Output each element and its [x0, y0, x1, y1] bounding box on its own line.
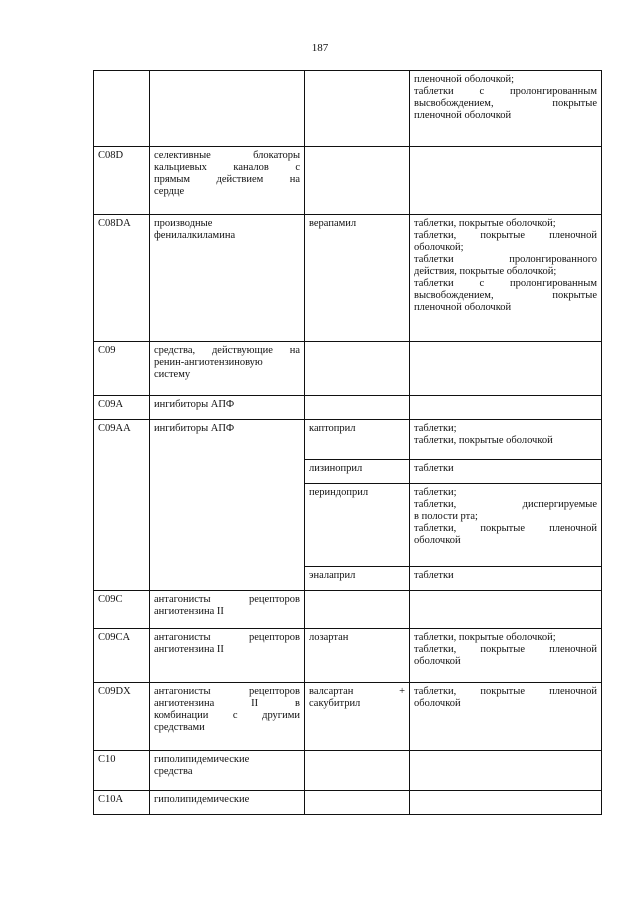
group-line: ренин-ангиотензиновую: [154, 357, 263, 368]
dosage-form-line: таблетки пролонгированного: [414, 254, 597, 265]
group-line: средствами: [154, 722, 205, 733]
dosage-form-line: таблетки с пролонгированным: [414, 86, 597, 97]
table-row: [94, 396, 602, 420]
group-line: средства: [154, 766, 193, 777]
drug-cell: [305, 683, 410, 751]
atc-code-cell: C09C: [94, 591, 150, 629]
table-row: [94, 751, 602, 791]
dosage-form-line: действия, покрытые оболочкой;: [414, 266, 557, 277]
dosage-form-line: пленочной оболочкой: [414, 302, 512, 313]
atc-code-cell: C09AA: [94, 420, 150, 591]
group-cell: [150, 683, 305, 751]
dosage-form-line: оболочкой: [414, 698, 461, 709]
table-row: [94, 629, 602, 683]
drug-cell: [305, 591, 410, 629]
drug-cell: эналаприл: [305, 567, 410, 591]
dosage-form-cell: [410, 751, 602, 791]
table-row: [94, 591, 602, 629]
atc-code-cell: C09CA: [94, 629, 150, 683]
drug-name: валсартан: [309, 686, 354, 697]
group-line: антагонисты рецепторов: [154, 594, 300, 605]
group-line: фенилалкиламина: [154, 230, 236, 241]
group-line: ангиотензина II в: [154, 698, 300, 709]
dosage-form-line: таблетки, диспергируемые: [414, 499, 597, 510]
atc-code-cell: C08DA: [94, 215, 150, 342]
table-row: [94, 420, 602, 460]
group-line: антагонисты рецепторов: [154, 632, 300, 643]
dosage-form-line: таблетки с пролонгированным: [414, 278, 597, 289]
dosage-form-line: пленочной оболочкой: [414, 110, 512, 121]
dosage-form-line: таблетки, покрытые оболочкой;: [414, 218, 556, 229]
dosage-form-line: оболочкой;: [414, 242, 464, 253]
dosage-form-line: оболочкой: [414, 535, 461, 546]
group-line: систему: [154, 369, 191, 380]
table-row: [94, 215, 602, 342]
drug-cell: [305, 71, 410, 147]
group-line: прямым действием на: [154, 174, 300, 185]
dosage-form-line: таблетки: [414, 463, 454, 474]
dosage-form-line: таблетки, покрытые пленочной: [414, 686, 597, 697]
atc-code-cell: C09DX: [94, 683, 150, 751]
dosage-form-line: таблетки;: [414, 487, 457, 498]
group-line: сердце: [154, 186, 185, 197]
group-line: кальциевых каналов с: [154, 162, 300, 173]
group-cell: [150, 215, 305, 342]
dosage-form-line: таблетки, покрытые оболочкой;: [414, 632, 556, 643]
dosage-form-line: таблетки, покрытые пленочной: [414, 523, 597, 534]
dosage-form-line: таблетки, покрытые оболочкой: [414, 435, 553, 446]
table-row: [94, 147, 602, 215]
dosage-form-line: высвобождением, покрытые: [414, 290, 597, 301]
dosage-form-cell: [410, 683, 602, 751]
atc-code-cell: C10: [94, 751, 150, 791]
dosage-form-cell: [410, 567, 602, 591]
table-row: [94, 71, 602, 147]
dosage-form-cell: [410, 71, 602, 147]
dosage-form-cell: [410, 215, 602, 342]
group-line: средства, действующие на: [154, 345, 300, 356]
group-line: ингибиторы АПФ: [154, 423, 235, 434]
group-cell: [150, 791, 305, 815]
atc-code-cell: C08D: [94, 147, 150, 215]
group-line: производные: [154, 218, 213, 229]
table-row: [94, 342, 602, 396]
group-line: ангиотензина II: [154, 644, 224, 655]
dosage-form-cell: [410, 791, 602, 815]
group-cell: [150, 71, 305, 147]
group-cell: [150, 591, 305, 629]
atc-code-cell: C10A: [94, 791, 150, 815]
drug-combination-line: [309, 686, 405, 698]
dosage-form-line: высвобождением, покрытые: [414, 98, 597, 109]
drug-cell: [305, 751, 410, 791]
page-number: 187: [311, 42, 329, 54]
dosage-form-line: таблетки, покрытые пленочной: [414, 230, 597, 241]
group-cell: [150, 396, 305, 420]
drug-cell: [305, 791, 410, 815]
dosage-form-line: таблетки: [414, 570, 454, 581]
dosage-form-line: таблетки, покрытые пленочной: [414, 644, 597, 655]
atc-code-cell: C09: [94, 342, 150, 396]
drug-cell: лизиноприл: [305, 460, 410, 484]
drug-cell: периндоприл: [305, 484, 410, 567]
drug-cell: [305, 342, 410, 396]
drug-table: [93, 70, 602, 815]
group-line: гиполипидемические: [154, 754, 250, 765]
dosage-form-cell: [410, 396, 602, 420]
dosage-form-cell: [410, 629, 602, 683]
dosage-form-cell: [410, 460, 602, 484]
drug-cell: каптоприл: [305, 420, 410, 460]
drug-cell: [305, 396, 410, 420]
dosage-form-cell: [410, 591, 602, 629]
group-line: ингибиторы АПФ: [154, 399, 235, 410]
drug-cell: верапамил: [305, 215, 410, 342]
drug-cell: лозартан: [305, 629, 410, 683]
group-line: селективные блокаторы: [154, 150, 300, 161]
dosage-form-line: в полости рта;: [414, 511, 478, 522]
group-cell: [150, 342, 305, 396]
group-cell: [150, 751, 305, 791]
group-line: антагонисты рецепторов: [154, 686, 300, 697]
atc-code-cell: [94, 71, 150, 147]
group-cell: [150, 147, 305, 215]
group-cell: [150, 420, 305, 591]
dosage-form-cell: [410, 342, 602, 396]
atc-code-cell: C09A: [94, 396, 150, 420]
table-row: [94, 683, 602, 751]
plus-sign: +: [399, 686, 405, 697]
dosage-form-line: таблетки;: [414, 423, 457, 434]
dosage-form-cell: [410, 420, 602, 460]
group-cell: [150, 629, 305, 683]
group-line: гиполипидемические: [154, 794, 250, 805]
dosage-form-cell: [410, 147, 602, 215]
dosage-form-line: пленочной оболочкой;: [414, 74, 515, 85]
group-line: комбинации с другими: [154, 710, 300, 721]
drug-cell: [305, 147, 410, 215]
table-row: [94, 791, 602, 815]
dosage-form-cell: [410, 484, 602, 567]
group-line: ангиотензина II: [154, 606, 224, 617]
dosage-form-line: оболочкой: [414, 656, 461, 667]
drug-name: сакубитрил: [309, 698, 361, 709]
